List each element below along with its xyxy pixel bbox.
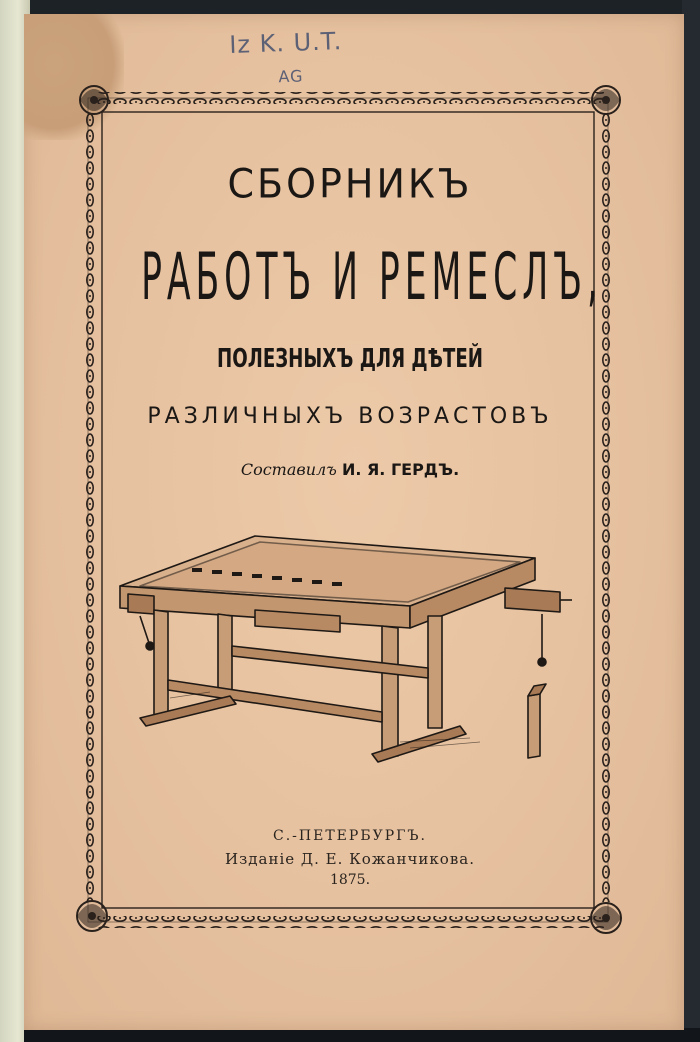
title-line-3: ПОЛЕЗНЫХЪ ДЛЯ ДѢТЕЙ	[217, 344, 483, 374]
author-name: И. Я. ГЕРДЪ.	[341, 460, 460, 479]
author-line	[0, 460, 700, 479]
imprint-publisher: Изданіе Д. Е. Кожанчикова.	[225, 850, 475, 868]
corner-ornament-bottom-right	[591, 903, 621, 933]
title-line-4: РАЗЛИЧНЫХЪ ВОЗРАСТОВЪ	[147, 404, 553, 429]
corner-ornament-bottom-left	[77, 901, 107, 931]
corner-ornament-top-right	[592, 86, 620, 114]
imprint-year: 1875.	[329, 872, 371, 888]
author-prefix: Составилъ	[240, 460, 337, 479]
stamp-line-2: AG	[278, 66, 304, 87]
title-line-1: СБОРНИКЪ	[227, 160, 473, 208]
stamp-line-1: Iz K. U.T.	[228, 27, 343, 59]
title-line-2: РАБОТЪ И РЕМЕСЛЪ,	[141, 238, 603, 315]
imprint-city: С.-ПЕТЕРБУРГЪ.	[273, 828, 427, 844]
corner-ornament-top-left	[80, 86, 108, 114]
workbench-illustration	[110, 528, 590, 778]
